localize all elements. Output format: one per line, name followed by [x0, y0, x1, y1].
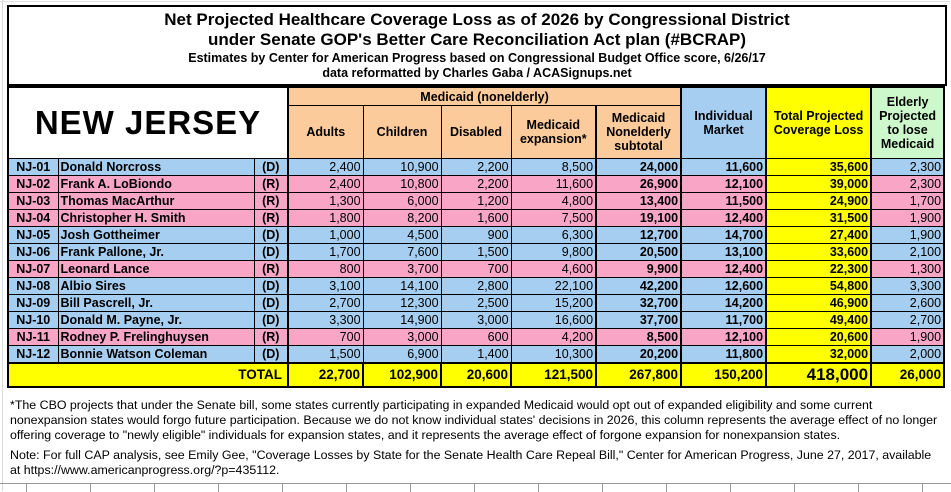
- cell-total-loss: 39,000: [766, 176, 871, 193]
- cell-total-loss: 49,400: [766, 312, 871, 329]
- cell-children: 10,900: [363, 159, 441, 176]
- cell-rep-name: Bonnie Watson Coleman: [58, 346, 254, 364]
- cell-disabled: 2,500: [441, 295, 511, 312]
- column-header-individual-market: Individual Market: [681, 87, 766, 159]
- cell-individual-market: 13,100: [681, 244, 766, 261]
- table-row: [8, 193, 944, 210]
- total-expansion: 121,500: [511, 363, 596, 387]
- cell-party: (R): [254, 193, 288, 210]
- total-subtotal: 267,800: [596, 363, 681, 387]
- spreadsheet-gridline-left: [2, 0, 3, 491]
- cell-district: NJ-10: [8, 312, 58, 329]
- cell-children: 10,800: [363, 176, 441, 193]
- cell-adults: 700: [288, 329, 363, 346]
- total-children: 102,900: [363, 363, 441, 387]
- cell-disabled: 700: [441, 261, 511, 278]
- column-header-expansion: Medicaid expansion*: [511, 106, 596, 159]
- cell-subtotal: 13,400: [596, 193, 681, 210]
- cell-expansion: 6,300: [511, 227, 596, 244]
- cell-expansion: 16,600: [511, 312, 596, 329]
- column-header-adults: Adults: [288, 106, 363, 159]
- cell-adults: 3,100: [288, 278, 363, 295]
- table-row: [8, 210, 944, 227]
- cell-children: 8,200: [363, 210, 441, 227]
- footnote-cap-source: Note: For full CAP analysis, see Emily Gee, "Coverage Losses by State for the Senate Health Care Repeal Bill," Center for American Progress, June 27, 2017, available at https://www.americanprogress.org/?p=435112.: [10, 448, 932, 477]
- cell-children: 14,100: [363, 278, 441, 295]
- cell-expansion: 15,200: [511, 295, 596, 312]
- cell-children: 3,000: [363, 329, 441, 346]
- cell-total-loss: 54,800: [766, 278, 871, 295]
- cell-party: (R): [254, 210, 288, 227]
- cell-disabled: 1,400: [441, 346, 511, 364]
- total-adults: 22,700: [288, 363, 363, 387]
- cell-rep-name: Christopher H. Smith: [58, 210, 254, 227]
- cell-individual-market: 11,800: [681, 346, 766, 364]
- title-line-2: under Senate GOP's Better Care Reconciliation Act plan (#BCRAP): [207, 30, 747, 50]
- cell-total-loss: 32,000: [766, 346, 871, 364]
- cell-party: (D): [254, 278, 288, 295]
- cell-adults: 2,400: [288, 159, 363, 176]
- cell-district: NJ-04: [8, 210, 58, 227]
- cell-adults: 1,800: [288, 210, 363, 227]
- cell-expansion: 22,100: [511, 278, 596, 295]
- cell-disabled: 600: [441, 329, 511, 346]
- cell-total-loss: 27,400: [766, 227, 871, 244]
- cell-party: (D): [254, 295, 288, 312]
- cell-individual-market: 12,100: [681, 176, 766, 193]
- cell-disabled: 1,600: [441, 210, 511, 227]
- cell-district: NJ-07: [8, 261, 58, 278]
- cell-total-loss: 24,900: [766, 193, 871, 210]
- cell-expansion: 7,500: [511, 210, 596, 227]
- total-label: TOTAL: [8, 363, 288, 387]
- cell-total-loss: 33,600: [766, 244, 871, 261]
- column-header-elderly: Elderly Projected to lose Medicaid: [871, 87, 944, 159]
- cell-elderly: 2,100: [871, 244, 944, 261]
- cell-elderly: 2,000: [871, 346, 944, 364]
- table-row: [8, 312, 944, 329]
- cell-disabled: 2,200: [441, 159, 511, 176]
- table-row: [8, 295, 944, 312]
- cell-adults: 2,700: [288, 295, 363, 312]
- cell-adults: 3,300: [288, 312, 363, 329]
- cell-district: NJ-01: [8, 159, 58, 176]
- table-row: [8, 261, 944, 278]
- total-individual-market: 150,200: [681, 363, 766, 387]
- table-row: [8, 227, 944, 244]
- cell-district: NJ-03: [8, 193, 58, 210]
- cell-individual-market: 12,400: [681, 210, 766, 227]
- cell-rep-name: Donald M. Payne, Jr.: [58, 312, 254, 329]
- cell-children: 6,900: [363, 346, 441, 364]
- cell-district: NJ-09: [8, 295, 58, 312]
- cell-rep-name: Rodney P. Frelinghuysen: [58, 329, 254, 346]
- cell-elderly: 1,900: [871, 210, 944, 227]
- cell-elderly: 3,300: [871, 278, 944, 295]
- total-row: [8, 363, 944, 387]
- total-disabled: 20,600: [441, 363, 511, 387]
- cell-expansion: 8,500: [511, 159, 596, 176]
- cell-disabled: 900: [441, 227, 511, 244]
- total-elderly: 26,000: [871, 363, 944, 387]
- cell-rep-name: Bill Pascrell, Jr.: [58, 295, 254, 312]
- cell-subtotal: 20,500: [596, 244, 681, 261]
- cell-children: 6,000: [363, 193, 441, 210]
- title-box: [7, 5, 947, 86]
- cell-elderly: 1,700: [871, 193, 944, 210]
- cell-adults: 1,500: [288, 346, 363, 364]
- cell-party: (D): [254, 227, 288, 244]
- cell-individual-market: 14,700: [681, 227, 766, 244]
- footnote-expansion-explainer: *The CBO projects that under the Senate bill, some states currently participating in expanded Medicaid would opt out of expanded eligibility and some current nonexpansion states would forgo future participation. Because we do not know individual states' decisions in 2026, this column represents the average effect of no longer offering coverage to "newly eligible" individuals for expansion states, and it represents the average effect of forgone expansion for nonexpansion states.: [10, 398, 938, 442]
- header-row-group: [8, 87, 944, 106]
- title-line-1: Net Projected Healthcare Coverage Loss as of 2026 by Congressional District: [164, 9, 790, 29]
- cell-children: 3,700: [363, 261, 441, 278]
- cell-total-loss: 20,600: [766, 329, 871, 346]
- cell-adults: 1,300: [288, 193, 363, 210]
- column-group-medicaid: Medicaid (nonelderly): [288, 87, 681, 106]
- state-label: NEW JERSEY: [8, 87, 288, 159]
- title-line-3: Estimates by Center for American Progress based on Congressional Budget Office score, 6/26/17: [188, 50, 766, 65]
- cell-expansion: 11,600: [511, 176, 596, 193]
- cell-total-loss: 22,300: [766, 261, 871, 278]
- cell-subtotal: 26,900: [596, 176, 681, 193]
- cell-children: 12,300: [363, 295, 441, 312]
- cell-expansion: 4,600: [511, 261, 596, 278]
- cell-individual-market: 11,600: [681, 159, 766, 176]
- table-row: [8, 329, 944, 346]
- cell-total-loss: 35,600: [766, 159, 871, 176]
- cell-subtotal: 20,200: [596, 346, 681, 364]
- cell-rep-name: Frank A. LoBiondo: [58, 176, 254, 193]
- cell-elderly: 2,700: [871, 312, 944, 329]
- cell-individual-market: 12,400: [681, 261, 766, 278]
- cell-subtotal: 9,900: [596, 261, 681, 278]
- cell-elderly: 2,300: [871, 159, 944, 176]
- cell-district: NJ-05: [8, 227, 58, 244]
- cell-elderly: 2,300: [871, 176, 944, 193]
- cell-elderly: 1,300: [871, 261, 944, 278]
- total-coverage-loss: 418,000: [766, 363, 871, 387]
- cell-subtotal: 32,700: [596, 295, 681, 312]
- cell-disabled: 1,200: [441, 193, 511, 210]
- cell-expansion: 9,800: [511, 244, 596, 261]
- cell-expansion: 4,800: [511, 193, 596, 210]
- cell-elderly: 2,600: [871, 295, 944, 312]
- table-row: [8, 244, 944, 261]
- cell-rep-name: Donald Norcross: [58, 159, 254, 176]
- cell-subtotal: 19,100: [596, 210, 681, 227]
- cell-party: (R): [254, 176, 288, 193]
- cell-individual-market: 11,700: [681, 312, 766, 329]
- district-rows: [8, 159, 944, 364]
- cell-individual-market: 12,600: [681, 278, 766, 295]
- cell-subtotal: 12,700: [596, 227, 681, 244]
- cell-adults: 800: [288, 261, 363, 278]
- cell-rep-name: Albio Sires: [58, 278, 254, 295]
- cell-party: (D): [254, 159, 288, 176]
- cell-children: 7,600: [363, 244, 441, 261]
- column-header-total-loss: Total Projected Coverage Loss: [766, 87, 871, 159]
- cell-subtotal: 8,500: [596, 329, 681, 346]
- cell-subtotal: 24,000: [596, 159, 681, 176]
- cell-individual-market: 12,100: [681, 329, 766, 346]
- table-row: [8, 176, 944, 193]
- cell-total-loss: 46,900: [766, 295, 871, 312]
- table-row: [8, 346, 944, 364]
- cell-individual-market: 11,500: [681, 193, 766, 210]
- cell-children: 14,900: [363, 312, 441, 329]
- cell-party: (D): [254, 312, 288, 329]
- cell-party: (D): [254, 244, 288, 261]
- table-row: [8, 159, 944, 176]
- cell-subtotal: 42,200: [596, 278, 681, 295]
- cell-elderly: 1,900: [871, 227, 944, 244]
- cell-subtotal: 37,700: [596, 312, 681, 329]
- cell-rep-name: Thomas MacArthur: [58, 193, 254, 210]
- cell-district: NJ-12: [8, 346, 58, 364]
- cell-elderly: 1,900: [871, 329, 944, 346]
- cell-district: NJ-08: [8, 278, 58, 295]
- cell-adults: 2,400: [288, 176, 363, 193]
- cell-district: NJ-02: [8, 176, 58, 193]
- table-row: [8, 278, 944, 295]
- cell-disabled: 2,800: [441, 278, 511, 295]
- cell-expansion: 4,200: [511, 329, 596, 346]
- coverage-loss-table: [7, 86, 945, 388]
- cell-adults: 1,000: [288, 227, 363, 244]
- column-header-disabled: Disabled: [441, 106, 511, 159]
- cell-total-loss: 31,500: [766, 210, 871, 227]
- cell-expansion: 10,300: [511, 346, 596, 364]
- cell-disabled: 3,000: [441, 312, 511, 329]
- cell-disabled: 1,500: [441, 244, 511, 261]
- title-line-4: data reformatted by Charles Gaba / ACASignups.net: [322, 66, 632, 81]
- cell-children: 4,500: [363, 227, 441, 244]
- cell-disabled: 2,200: [441, 176, 511, 193]
- cell-rep-name: Leonard Lance: [58, 261, 254, 278]
- cell-rep-name: Frank Pallone, Jr.: [58, 244, 254, 261]
- cell-district: NJ-06: [8, 244, 58, 261]
- cell-adults: 1,700: [288, 244, 363, 261]
- column-header-subtotal: Medicaid Nonelderly subtotal: [596, 106, 681, 159]
- cell-party: (R): [254, 329, 288, 346]
- cell-party: (R): [254, 261, 288, 278]
- cell-individual-market: 14,200: [681, 295, 766, 312]
- cell-rep-name: Josh Gottheimer: [58, 227, 254, 244]
- cell-party: (D): [254, 346, 288, 364]
- spreadsheet-gridline-top: [0, 1, 951, 2]
- column-header-children: Children: [363, 106, 441, 159]
- cell-district: NJ-11: [8, 329, 58, 346]
